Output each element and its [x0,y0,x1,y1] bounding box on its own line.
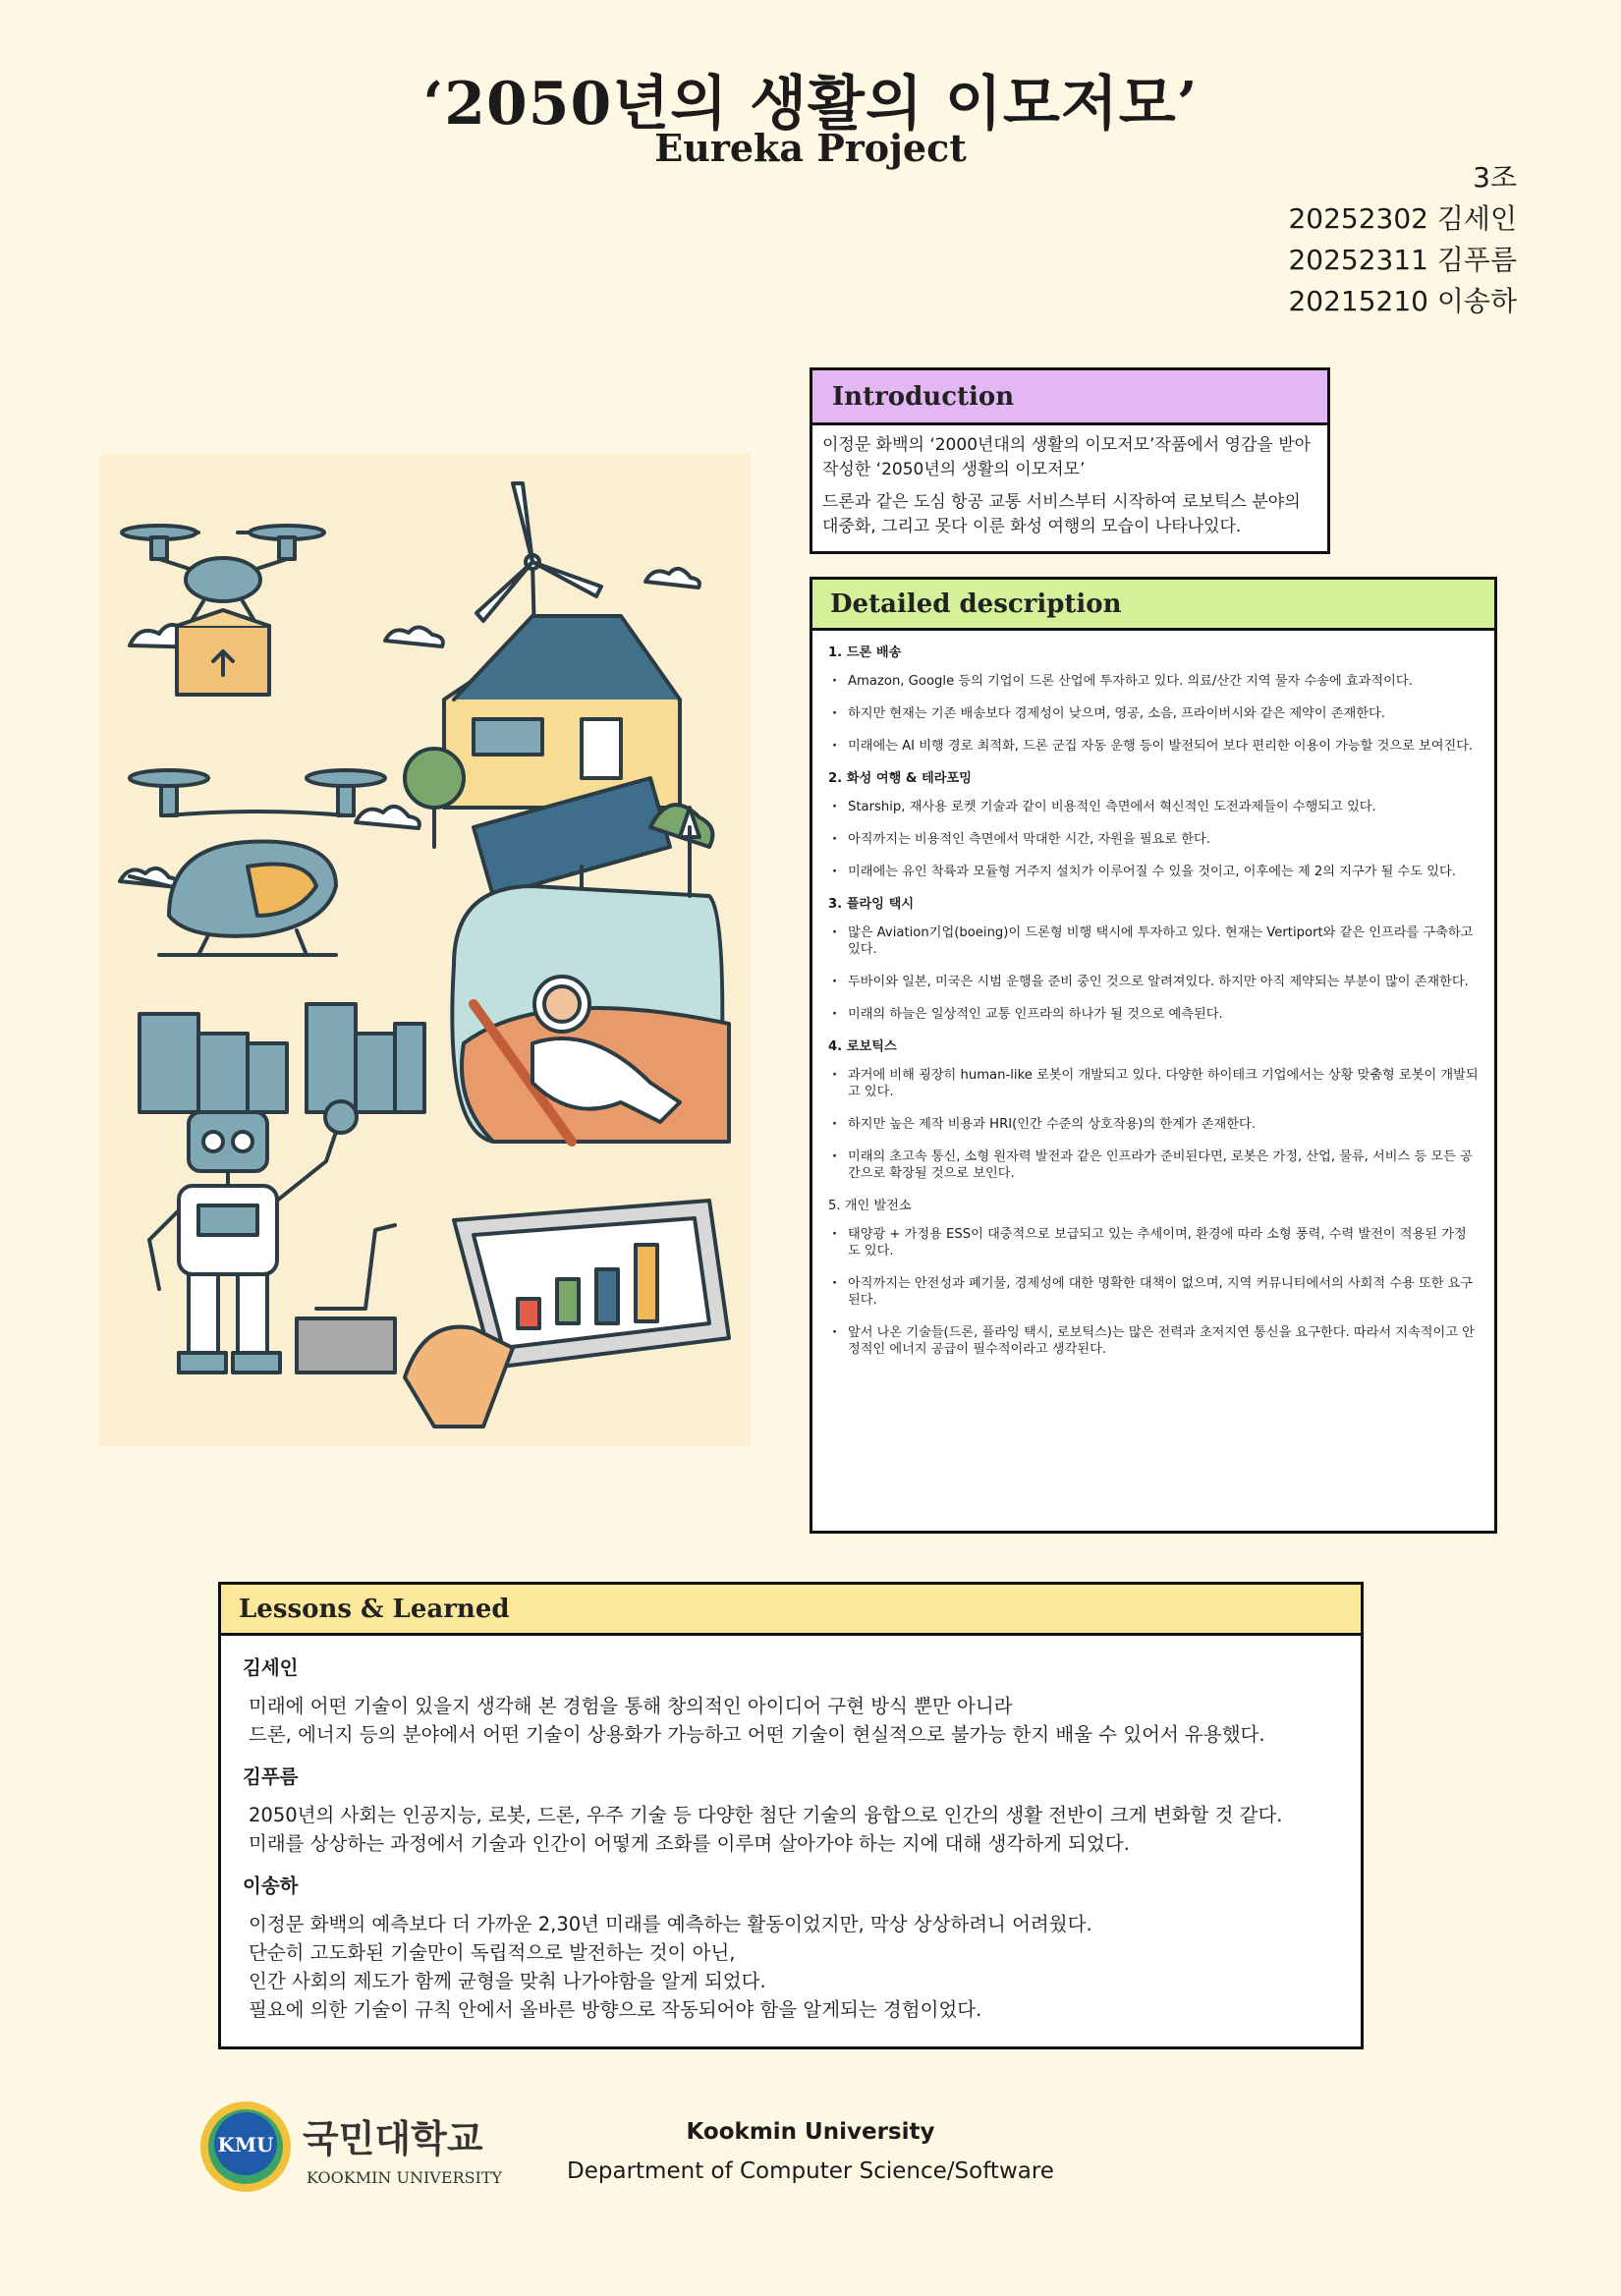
logo-korean-text: 국민대학교 [303,2117,483,2160]
lesson-line: 단순히 고도화된 기술만이 독립적으로 발전하는 것이 아닌, [249,1941,736,1964]
team-info [1288,157,1517,322]
section-bullet: · 아직까지는 비용적인 측면에서 막대한 시간, 자원을 필요로 한다. [828,831,1479,848]
university-name: Kookmin University [686,2119,935,2145]
section-bullet: · 많은 Aviation기업(boeing)이 드론형 비행 택시에 투자하고 있다. 현재는 Vertiport와 같은 인프라를 구축하고 있다. [828,924,1479,958]
detailed-description-box [810,577,1497,1534]
poster-title: ‘2050년의 생활의 이모저모’ [422,70,1199,139]
robot [149,1101,395,1372]
department-name: Department of Computer Science/Software [567,2158,1054,2184]
lessons-heading: Lessons & Learned [221,1585,1361,1636]
section-bullet: · 태양광 + 가정용 ESS이 대중적으로 보급되고 있는 추세이며, 환경에 따라 소형 풍력, 수력 발전이 적용된 가정도 있다. [828,1226,1479,1260]
lesson-text [243,1692,1339,1749]
section-bullet: · 미래의 하늘은 일상적인 교통 인프라의 하나가 될 것으로 예측된다. [828,1006,1479,1023]
section-bullet: · 앞서 나온 기술들(드론, 플라잉 택시, 로보틱스)는 많은 전력과 초저지연 통신을 요구한다. 따라서 지속적이고 안정적인 에너지 공급이 필수적이라고 생각된다. [828,1324,1479,1358]
illustration-svg [100,454,751,1446]
detailed-heading: Detailed description [812,580,1494,631]
drone-delivery [122,526,324,695]
lesson-text [243,1910,1339,2024]
lesson-author: 김푸름 [243,1765,299,1788]
lesson-line: 필요에 의한 기술이 규칙 안에서 올바른 방향으로 작동되어야 함을 알게되는 경험이었다. [249,1998,982,2021]
lessons-body [221,1636,1361,2055]
introduction-heading: Introduction [812,370,1327,425]
city-skyline [140,1004,424,1112]
introduction-box [810,367,1330,554]
lesson-line: 미래에 어떤 기술이 있을지 생각해 본 경험을 통해 창의적인 아이디어 구현 방식 뿐만 아니라 [249,1695,1013,1717]
section-bullet: · Amazon, Google 등의 기업이 드론 산업에 투자하고 있다. 의료/산간 지역 물자 수송에 효과적이다. [828,673,1479,690]
introduction-body [812,425,1327,547]
footer-university [0,2112,1621,2191]
solar-house [405,483,712,906]
introduction-paragraph: 드론과 같은 도심 항공 교통 서비스부터 시작하여 로보틱스 분야의 대중화, 그리고 못다 이룬 화성 여행의 모습이 나타나있다. [822,492,1301,536]
section-bullet: · Starship, 재사용 로켓 기술과 같이 비용적인 측면에서 혁신적인 도전과제들이 수행되고 있다. [828,799,1479,815]
team-member: 20252311 김푸름 [1288,244,1517,276]
lesson-author: 김세인 [243,1656,299,1679]
team-member: 20252302 김세인 [1288,202,1517,235]
lesson-line: 이정문 화백의 예측보다 더 가까운 2,30년 미래를 예측하는 활동이었지만, 막상 상상하려니 어려웠다. [249,1913,1092,1935]
lesson-line: 드론, 에너지 등의 분야에서 어떤 기술이 상용화가 가능하고 어떤 기술이 현실적으로 불가능 한지 배울 수 있어서 유용했다. [249,1723,1265,1746]
lesson-line: 인간 사회의 제도가 함께 균형을 맞춰 나가야함을 알게 되었다. [249,1970,766,1992]
section-title: 4. 로보틱스 [828,1039,897,1054]
section-title: 2. 화성 여행 & 테라포밍 [828,771,972,786]
section-bullet: · 미래에는 유인 착륙과 모듈형 거주지 설치가 이루어질 수 있을 것이고, 이후에는 제 2의 지구가 될 수도 있다. [828,864,1479,880]
section-bullet: · 하지만 높은 제작 비용과 HRI(인간 수준의 상호작용)의 한계가 존재한다. [828,1116,1479,1133]
lesson-author: 이송하 [243,1875,299,1897]
flying-taxi [130,770,385,955]
team-group: 3조 [1473,161,1517,194]
lesson-line: 미래를 상상하는 과정에서 기술과 인간이 어떻게 조화를 이루며 살아가야 하는 지에 대해 생각하게 되었다. [249,1832,1130,1855]
future-life-illustration [100,454,751,1446]
section-title: 1. 드론 배송 [828,645,902,660]
section-bullet: · 하지만 현재는 기존 배송보다 경제성이 낮으며, 영공, 소음, 프라이버시와 같은 제약이 존재한다. [828,705,1479,722]
section-bullet: · 미래에는 AI 비행 경로 최적화, 드론 군집 자동 운행 등이 발전되어 보다 편리한 이용이 가능할 것으로 보여진다. [828,738,1479,755]
section-title: 3. 플라잉 택시 [828,897,915,912]
lesson-text [243,1801,1339,1858]
section-title: 5. 개인 발전소 [828,1199,912,1213]
lesson-line: 2050년의 사회는 인공지능, 로봇, 드론, 우주 기술 등 다양한 첨단 기술의 융합으로 인간의 생활 전반이 크게 변화할 것 같다. [249,1804,1283,1826]
logo-badge-text: KMU [217,2133,274,2156]
tablet-chart [405,1201,729,1427]
section-bullet: · 아직까지는 안전성과 폐기물, 경제성에 대한 명확한 대책이 없으며, 지역 커뮤니티에서의 사회적 수용 또한 요구된다. [828,1275,1479,1309]
section-bullet: · 과거에 비해 굉장히 human-like 로봇이 개발되고 있다. 다양한 하이테크 기업에서는 상황 맞춤형 로봇이 개발되고 있다. [828,1067,1479,1100]
team-member: 20215210 이송하 [1288,285,1517,317]
lessons-box [218,1582,1364,2049]
poster-subtitle: Eureka Project [654,126,967,170]
section-bullet: · 두바이와 일본, 미국은 시범 운행을 준비 중인 것으로 알려져있다. 하지만 아직 제약되는 부분이 많이 존재한다. [828,974,1479,990]
logo-english-text: KOOKMIN UNIVERSITY [307,2168,503,2187]
introduction-paragraph: 이정문 화백의 ‘2000년대의 생활의 이모저모’작품에서 영감을 받아 작성한 ‘2050년의 생활의 이모저모’ [822,435,1312,479]
section-bullet: · 미래의 초고속 통신, 소형 원자력 발전과 같은 인프라가 준비된다면, 로봇은 가정, 산업, 물류, 서비스 등 모든 공간으로 확장될 것으로 보인다. [828,1148,1479,1182]
detailed-body [812,631,1494,1379]
